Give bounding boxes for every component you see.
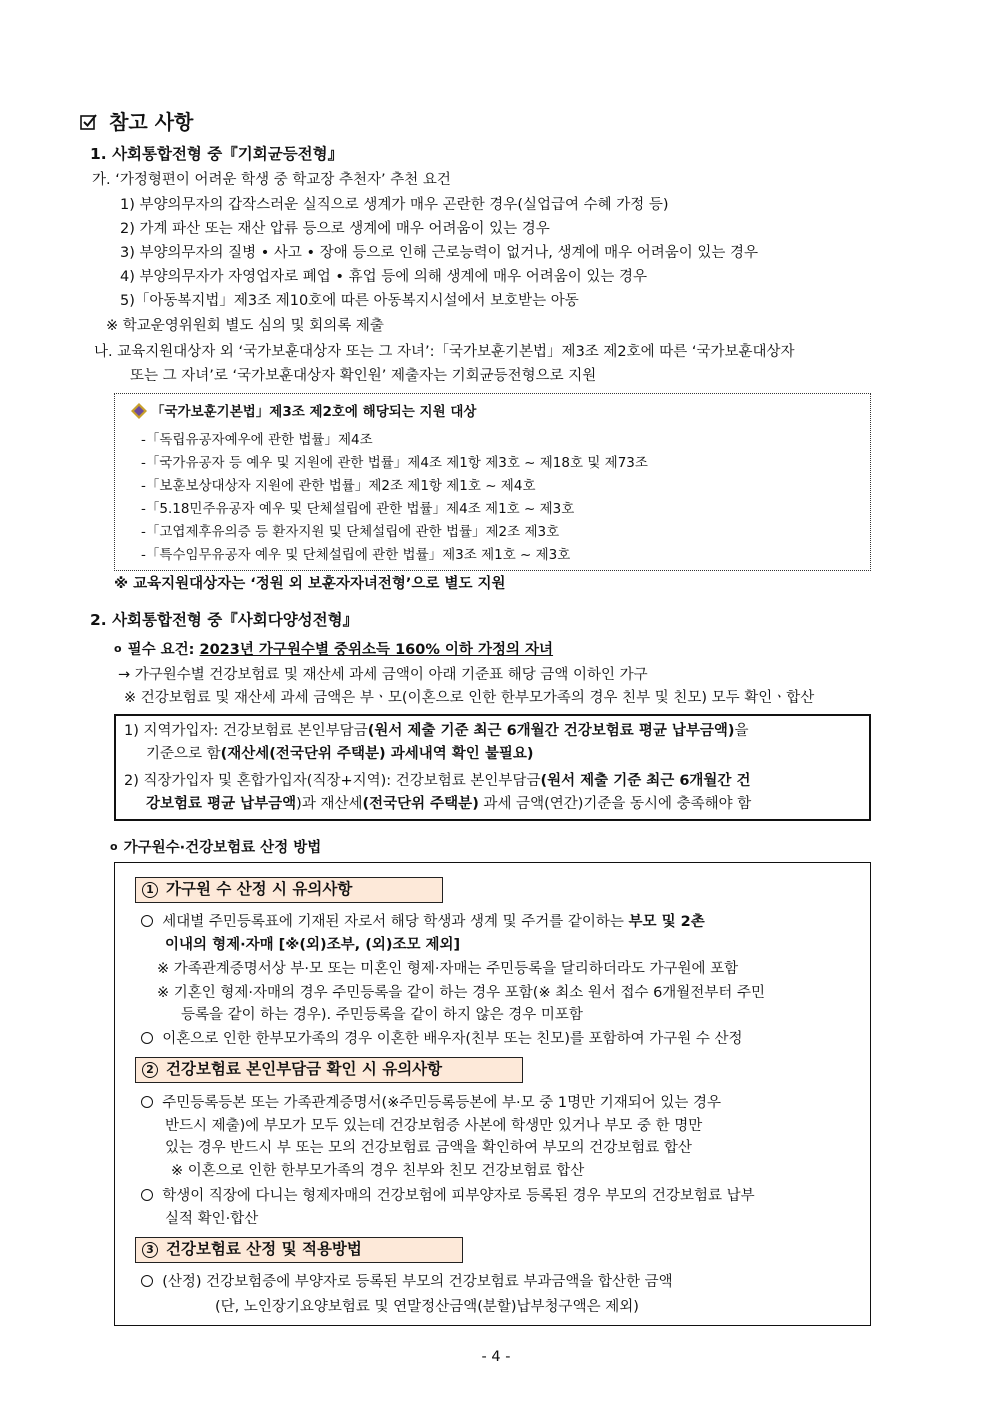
section2-requirement <box>114 639 553 660</box>
section2-note: ※ 건강보험료 및 재산세 과세 금액은 부ㆍ모(이혼으로 인한 한부모가족의 경우 친부 및 친모) 모두 확인ㆍ합산 <box>124 690 815 706</box>
h3-bullet1: (산정) 건강보험증에 부양자로 등록된 부모의 건강보험료 부과금액을 합산한 금액 <box>141 1273 673 1292</box>
section1-a-item: 3) 부양의무자의 질병 • 사고 • 장애 등으로 인해 근로능력이 없거나, 생계에 매우 어려움이 있는 경우 <box>120 245 758 261</box>
h2-bullet1-line3: 있는 경우 반드시 부 또는 모의 건강보험료 금액을 확인하여 부모의 건강보험료 합산 <box>165 1140 692 1156</box>
o-bullet-icon: o <box>110 840 118 853</box>
support-box-title: 「국가보훈기본법」제3조 제2호에 해당되는 지원 대상 <box>151 404 477 420</box>
section1-b-line2: 또는 그 자녀’로 ‘국가보훈대상자 확인원’ 제출자는 기회균등전형으로 지원 <box>130 368 597 384</box>
header-3 <box>135 1237 463 1263</box>
section2-arrow-line: → 가구원수별 건강보험료 및 재산세 과세 금액이 아래 기준표 해당 금액 이하인 가구 <box>118 667 648 683</box>
section1-a-item: 1) 부양의무자의 갑작스러운 실직으로 생계가 매우 곤란한 경우(실업급여 수혜 가정 등) <box>120 197 669 213</box>
h2-bullet2-line2: 실적 확인·합산 <box>165 1211 259 1227</box>
header-2 <box>135 1057 523 1083</box>
circle-bullet-icon <box>141 1275 153 1287</box>
header-3-title: 건강보험료 산정 및 적용방법 <box>166 1240 362 1258</box>
header-1-title: 가구원 수 산정 시 유의사항 <box>166 880 353 898</box>
section1-a-item: 4) 부양의무자가 자영업자로 폐업 • 휴업 등에 의해 생계에 매우 어려움이 있는 경우 <box>120 269 647 285</box>
criteria-2-line2: 강보험료 평균 납부금액)과 재산세(전국단위 주택분) 과세 금액(연간)기준을 동시에 충족해야 함 <box>146 796 752 812</box>
h1-bullet1-line1: 세대별 주민등록표에 기재된 자로서 해당 학생과 생계 및 주거를 같이하는 부모 및 2촌 <box>141 913 705 932</box>
h1-bullet2: 이혼으로 인한 한부모가족의 경우 이혼한 배우자(친부 또는 친모)를 포함하여 가구원 수 산정 <box>141 1030 743 1049</box>
section1-a-heading: 가. ‘가정형편이 어려운 학생 중 학교장 추천자’ 추천 요건 <box>92 172 451 188</box>
h1-note1: ※ 가족관계증명서상 부·모 또는 미혼인 형제·자매는 주민등록을 달리하더라도 가구원에 포함 <box>157 961 739 977</box>
support-box-title-row <box>131 403 476 421</box>
section1-a-note: ※ 학교운영위원회 별도 심의 및 회의록 제출 <box>106 318 384 334</box>
criteria-2-line1: 2) 직장가입자 및 혼합가입자(직장+지역): 건강보험료 본인부담금(원서 제출 기준 최근 6개월간 건 <box>124 773 751 789</box>
req-prefix: 필수 요건: <box>127 642 200 658</box>
diamond-icon <box>131 403 147 419</box>
support-item: -「5.18민주유공자 예우 및 단체설립에 관한 법률」제4조 제1호 ~ 제3호 <box>141 501 575 517</box>
h2-bullet2-line1: 학생이 직장에 다니는 형제자매의 건강보험에 피부양자로 등록된 경우 부모의 건강보험료 납부 <box>141 1187 755 1206</box>
support-target-box <box>114 393 871 571</box>
calc-method-box <box>114 862 871 1326</box>
circled-number-2: 2 <box>142 1062 158 1078</box>
circle-bullet-icon <box>141 1189 153 1201</box>
section1-a-item: 2) 가계 파산 또는 재산 압류 등으로 생계에 매우 어려움이 있는 경우 <box>120 221 550 237</box>
page-title: 참고 사항 <box>109 110 194 134</box>
h1-note2-line2: 등록을 같이 하는 경우). 주민등록을 같이 하지 않은 경우 미포함 <box>181 1007 583 1023</box>
circle-bullet-icon <box>141 915 153 927</box>
req-underlined: 2023년 가구원수별 중위소득 160% 이하 가정의 자녀 <box>199 642 554 658</box>
support-item: -「보훈보상대상자 지원에 관한 법률」제2조 제1항 제1호 ~ 제4호 <box>141 478 536 494</box>
calc-title-row <box>110 837 321 858</box>
support-item: -「독립유공자예우에 관한 법률」제4조 <box>141 432 373 448</box>
h3-bullet1-sub: (단, 노인장기요양보험료 및 연말정산금액(분할)납부청구액은 제외) <box>215 1299 639 1315</box>
h2-note1: ※ 이혼으로 인한 한부모가족의 경우 친부와 친모 건강보험료 합산 <box>171 1163 585 1179</box>
circled-number-3: 3 <box>142 1242 158 1258</box>
header-1 <box>135 877 443 903</box>
support-item: -「고엽제후유의증 등 환자지원 및 단체설립에 관한 법률」제2조 제3호 <box>141 524 560 540</box>
section1-note2: ※ 교육지원대상자는 ‘정원 외 보훈자자녀전형’으로 별도 지원 <box>114 576 506 592</box>
support-item: -「국가유공자 등 예우 및 지원에 관한 법률」제4조 제1항 제3호 ~ 제18호 및 제73조 <box>141 455 648 471</box>
circle-bullet-icon <box>141 1032 153 1044</box>
h1-note2-line1: ※ 기혼인 형제·자매의 경우 주민등록을 같이 하는 경우 포함(※ 최소 원서 접수 6개월전부터 주민 <box>157 985 765 1001</box>
calc-title: 가구원수·건강보험료 산정 방법 <box>123 840 322 856</box>
h1-bullet1-line2: 이내의 형제·자매 [※(외)조부, (외)조모 제외] <box>165 937 461 953</box>
section2-title: 2. 사회통합전형 중『사회다양성전형』 <box>90 611 359 629</box>
circled-number-1: 1 <box>142 882 158 898</box>
circle-bullet-icon <box>141 1096 153 1108</box>
h2-bullet1-line1: 주민등록등본 또는 가족관계증명서(※주민등록등본에 부·모 중 1명만 기재되어 있는 경우 <box>141 1094 721 1113</box>
section1-title: 1. 사회통합전형 중『기회균등전형』 <box>90 145 344 163</box>
criteria-box <box>114 714 871 821</box>
section1-b-line1: 나. 교육지원대상자 외 ‘국가보훈대상자 또는 그 자녀’:「국가보훈기본법」제3조 제2호에 따른 ‘국가보훈대상자 <box>94 344 795 360</box>
section1-a-item: 5)「아동복지법」제3조 제10호에 따른 아동복지시설에서 보호받는 아동 <box>120 293 579 309</box>
checkbox-checked-icon <box>80 113 98 131</box>
o-bullet-icon: o <box>114 642 122 655</box>
header-2-title: 건강보험료 본인부담금 확인 시 유의사항 <box>166 1060 443 1078</box>
criteria-1-line2: 기준으로 함(재산세(전국단위 주택분) 과세내역 확인 불필요) <box>146 746 534 762</box>
page-number: - 4 - <box>481 1349 511 1365</box>
h2-bullet1-line2: 반드시 제출)에 부모가 모두 있는데 건강보험증 사본에 학생만 있거나 부모 중 한 명만 <box>165 1118 703 1134</box>
criteria-1-line1: 1) 지역가입자: 건강보험료 본인부담금(원서 제출 기준 최근 6개월간 건강보험료 평균 납부금액)을 <box>124 723 749 739</box>
support-item: -「특수임무유공자 예우 및 단체설립에 관한 법률」제3조 제1호 ~ 제3호 <box>141 547 571 563</box>
page-title-row <box>80 106 193 135</box>
